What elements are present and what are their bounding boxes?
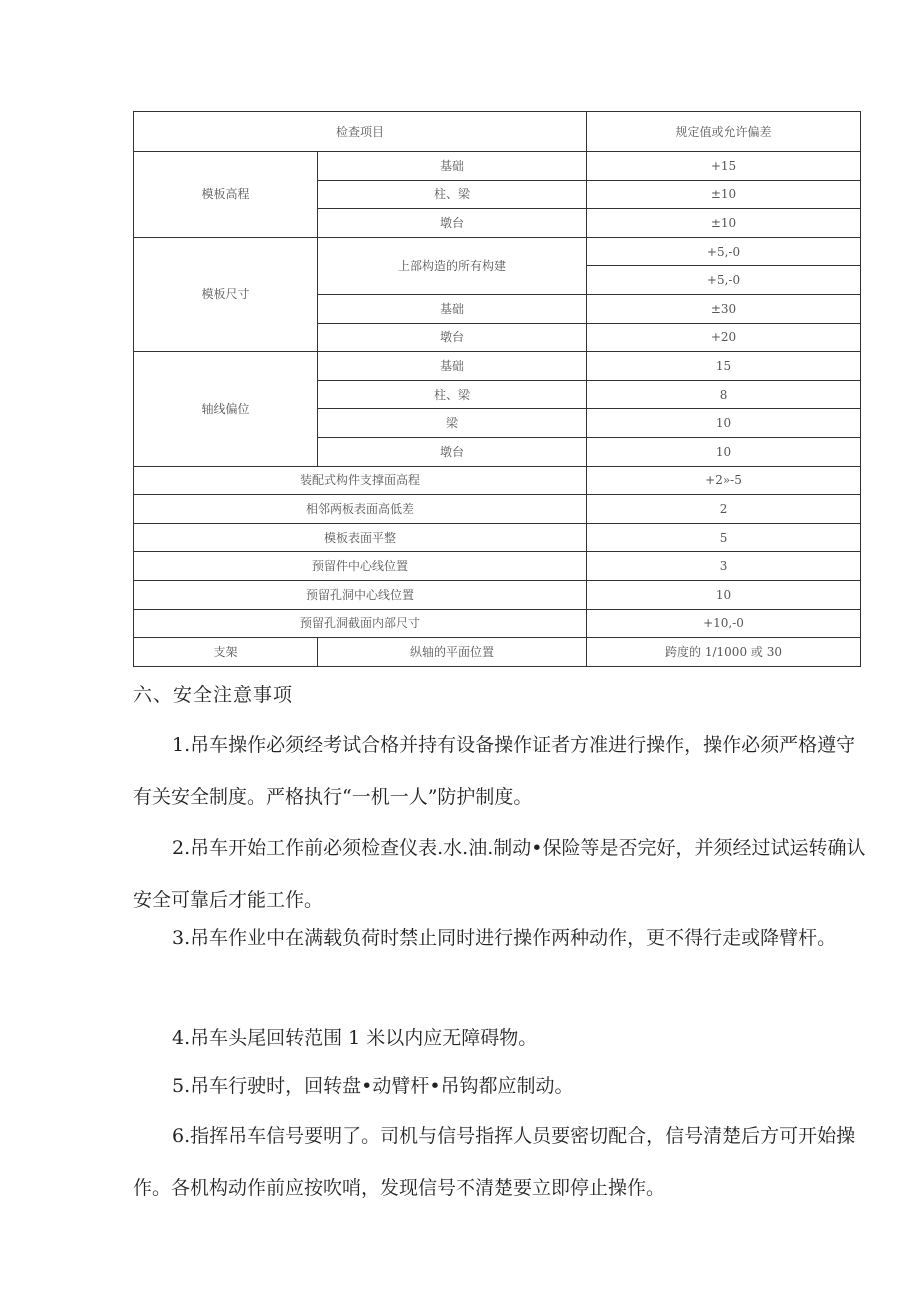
value-cell: ±10 xyxy=(587,209,861,238)
paragraph-6: 6.指挥吊车信号要明了。司机与信号指挥人员要密切配合，信号清楚后方可开始操作。各机构动作前应按吹哨，发现信号不清楚要立即停止操作。 xyxy=(133,1125,856,1199)
tolerance-table xyxy=(133,111,861,667)
table-row xyxy=(134,580,861,609)
table-row xyxy=(134,466,861,495)
group-label-cell: 模板尺寸 xyxy=(134,237,318,351)
item-cell: 装配式构件支撑面高程 xyxy=(134,466,587,495)
value-cell: +15 xyxy=(587,152,861,181)
value-cell: 8 xyxy=(587,380,861,409)
value-cell: 3 xyxy=(587,552,861,581)
paragraph-5: 5.吊车行驶时，回转盘•动臂杆•吊钩都应制动。 xyxy=(172,1075,574,1097)
table-row xyxy=(134,609,861,638)
item-cell: 相邻两板表面高低差 xyxy=(134,495,587,524)
value-cell: 10 xyxy=(587,437,861,466)
value-cell: 15 xyxy=(587,352,861,381)
sub-item-cell: 梁 xyxy=(318,409,587,438)
item-cell: 预留孔洞中心线位置 xyxy=(134,580,587,609)
sub-item-cell: 墩台 xyxy=(318,437,587,466)
sub-item-cell: 柱、梁 xyxy=(318,380,587,409)
sub-item-cell: 柱、梁 xyxy=(318,180,587,209)
table-row xyxy=(134,638,861,667)
item-cell: 模板表面平整 xyxy=(134,523,587,552)
value-cell: 跨度的 1/1000 或 30 xyxy=(587,638,861,667)
value-cell: +5,-0 xyxy=(587,237,861,266)
group-label-cell: 模板高程 xyxy=(134,152,318,238)
header-item-cell: 检查项目 xyxy=(134,112,587,152)
sub-item-cell: 基础 xyxy=(318,152,587,181)
sub-item-cell: 墩台 xyxy=(318,323,587,352)
value-cell: +10,-0 xyxy=(587,609,861,638)
section-heading: 六、安全注意事项 xyxy=(133,684,294,706)
item-cell: 预留孔洞截面内部尺寸 xyxy=(134,609,587,638)
table-row xyxy=(134,352,861,381)
value-cell: 2 xyxy=(587,495,861,524)
item-cell: 预留件中心线位置 xyxy=(134,552,587,581)
sub-item-cell: 基础 xyxy=(318,352,587,381)
header-value-cell: 规定值或允许偏差 xyxy=(587,112,861,152)
paragraph-1: 1.吊车操作必须经考试合格并持有设备操作证者方准进行操作，操作必须严格遵守有关安全制度。严格执行“一机一人”防护制度。 xyxy=(133,734,856,808)
table-row xyxy=(134,552,861,581)
sub-item-cell: 基础 xyxy=(318,294,587,323)
group-label-cell: 支架 xyxy=(134,638,318,667)
value-cell: +2»-5 xyxy=(587,466,861,495)
table-row xyxy=(134,523,861,552)
value-cell: 5 xyxy=(587,523,861,552)
value-cell: +5,-0 xyxy=(587,266,861,295)
paragraph-3: 3.吊车作业中在满载负荷时禁止同时进行操作两种动作，更不得行走或降臂杆。 xyxy=(172,927,837,949)
value-cell: +20 xyxy=(587,323,861,352)
paragraph-2: 2.吊车开始工作前必须检查仪表.水.油.制动•保险等是否完好，并须经过试运转确认安全可靠后才能工作。 xyxy=(133,837,866,911)
table-row xyxy=(134,237,861,266)
value-cell: 10 xyxy=(587,580,861,609)
value-cell: ±10 xyxy=(587,180,861,209)
table-row xyxy=(134,495,861,524)
sub-item-cell: 上部构造的所有构建 xyxy=(318,237,587,294)
group-label-cell: 轴线偏位 xyxy=(134,352,318,466)
paragraph-4: 4.吊车头尾回转范围 1 米以内应无障碍物。 xyxy=(172,1027,538,1049)
table-header-row xyxy=(134,112,861,152)
table-row xyxy=(134,152,861,181)
sub-item-cell: 墩台 xyxy=(318,209,587,238)
value-cell: ±30 xyxy=(587,294,861,323)
sub-item-cell: 纵轴的平面位置 xyxy=(318,638,587,667)
value-cell: 10 xyxy=(587,409,861,438)
